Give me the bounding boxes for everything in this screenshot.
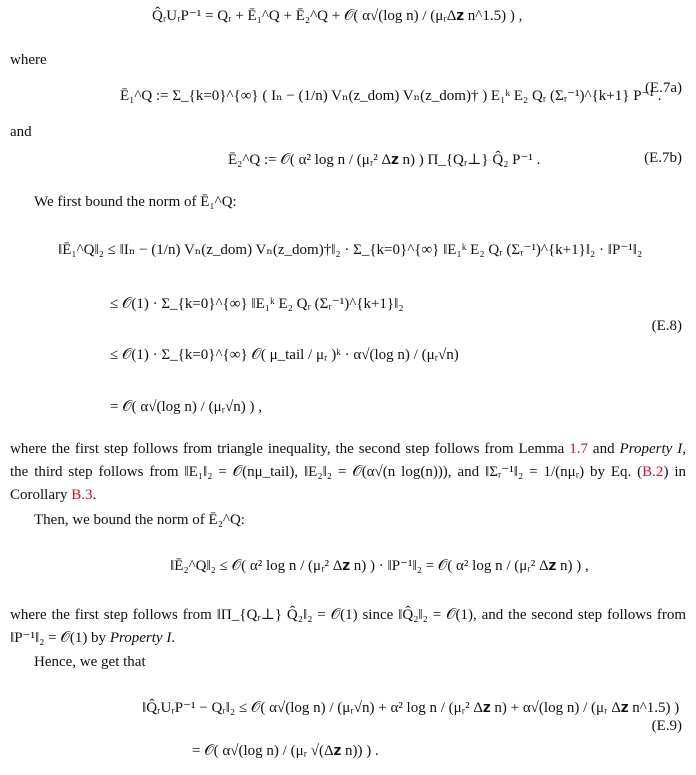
- equation-number-e8: (E.8): [651, 318, 682, 334]
- equation-e8-line3: ≤ 𝒪(1) · Σ_{k=0}^{∞} 𝒪( μ_tail / μᵣ )ᵏ · α√(log n) / (μᵣ√n): [110, 347, 459, 363]
- paragraph-step-explanation-1: [10, 438, 686, 507]
- equation-e7a: Ē₁^Q := Σ_{k=0}^{∞} ( Iₙ − (1/n) Vₙ(z_dom) Vₙ(z_dom)† ) E₁ᵏ E₂ Qᵣ (Σᵣ⁻¹)^{k+1} P⁻¹ .: [120, 88, 662, 104]
- equation-e8-line2: ≤ 𝒪(1) · Σ_{k=0}^{∞} ‖E₁ᵏ E₂ Qᵣ (Σᵣ⁻¹)^{k+1}‖₂: [110, 296, 404, 312]
- and-label: and: [10, 124, 32, 140]
- para1-text-e: .: [92, 487, 97, 503]
- para1-text-a: where the first step follows from triangle inequality, the second step follows from Lemma: [10, 441, 570, 457]
- para2-text-b: .: [171, 630, 176, 646]
- para1-text-b: and: [588, 441, 620, 457]
- equation-number-e9: (E.9): [651, 718, 682, 734]
- para1-text-d: ) in Corollary: [10, 464, 686, 503]
- property-i-text: Property I: [619, 441, 683, 457]
- equation-number-e7a: (E.7a): [644, 80, 682, 96]
- equation-ref-link[interactable]: B.2: [642, 464, 664, 480]
- equation-e2-bound: ‖Ē₂^Q‖₂ ≤ 𝒪( α² log n / (μᵣ² Δ𝐳 n) ) · ‖P⁻¹‖₂ = 𝒪( α² log n / (μᵣ² Δ𝐳 n) ) ,: [170, 558, 589, 574]
- para1-text-c: , the third step follows from ‖E₁‖₂ = 𝒪(nμ_tail), ‖E₂‖₂ = 𝒪(α√(n log(n))), and ‖Σᵣ⁻¹‖₂ = 1/(nμᵣ) by Eq. (: [10, 441, 686, 480]
- top-equation: Q̂ᵣUᵣP⁻¹ = Qᵣ + Ē₁^Q + Ē₂^Q + 𝒪( α√(log n) / (μᵣΔ𝐳 n^1.5) ) ,: [152, 8, 523, 24]
- bound-e1-sentence: We first bound the norm of Ē₁^Q:: [34, 194, 237, 210]
- where-label: where: [10, 52, 47, 68]
- property-i-text-2: Property I: [109, 630, 172, 646]
- equation-e9-line2: = 𝒪( α√(log n) / (μᵣ √(Δ𝐳 n)) ) .: [192, 743, 379, 759]
- bound-e2-sentence: Then, we bound the norm of Ē₂^Q:: [34, 512, 245, 528]
- hence-sentence: Hence, we get that: [34, 654, 146, 670]
- paragraph-step-explanation-2: [10, 604, 686, 650]
- lemma-ref-link[interactable]: 1.7: [569, 441, 588, 457]
- equation-number-e7b: (E.7b): [644, 150, 682, 166]
- equation-e7b: Ē₂^Q := 𝒪( α² log n / (μᵣ² Δ𝐳 n) ) Π_{Qᵣ⊥} Q̂₂ P⁻¹ .: [228, 152, 541, 168]
- equation-e8-line1: ‖Ē₁^Q‖₂ ≤ ‖Iₙ − (1/n) Vₙ(z_dom) Vₙ(z_dom)†‖₂ · Σ_{k=0}^{∞} ‖E₁ᵏ E₂ Qᵣ (Σᵣ⁻¹)^{k+1}‖₂ · ‖P⁻¹‖₂: [58, 242, 643, 258]
- para2-text-a: where the first step follows from ‖Π_{Qᵣ⊥} Q̂₂‖₂ = 𝒪(1) since ‖Q̂₂‖₂ = 𝒪(1), and the second step follows from ‖P⁻¹‖₂ = 𝒪(1) by: [10, 607, 686, 646]
- equation-e8-line4: = 𝒪( α√(log n) / (μᵣ√n) ) ,: [110, 399, 263, 415]
- corollary-ref-link[interactable]: B.3: [71, 487, 93, 503]
- equation-e9-line1: ‖Q̂ᵣUᵣP⁻¹ − Qᵣ‖₂ ≤ 𝒪( α√(log n) / (μᵣ√n) + α² log n / (μᵣ² Δ𝐳 n) + α√(log n) / (μᵣ Δ𝐳 n^1.5) ): [142, 700, 680, 716]
